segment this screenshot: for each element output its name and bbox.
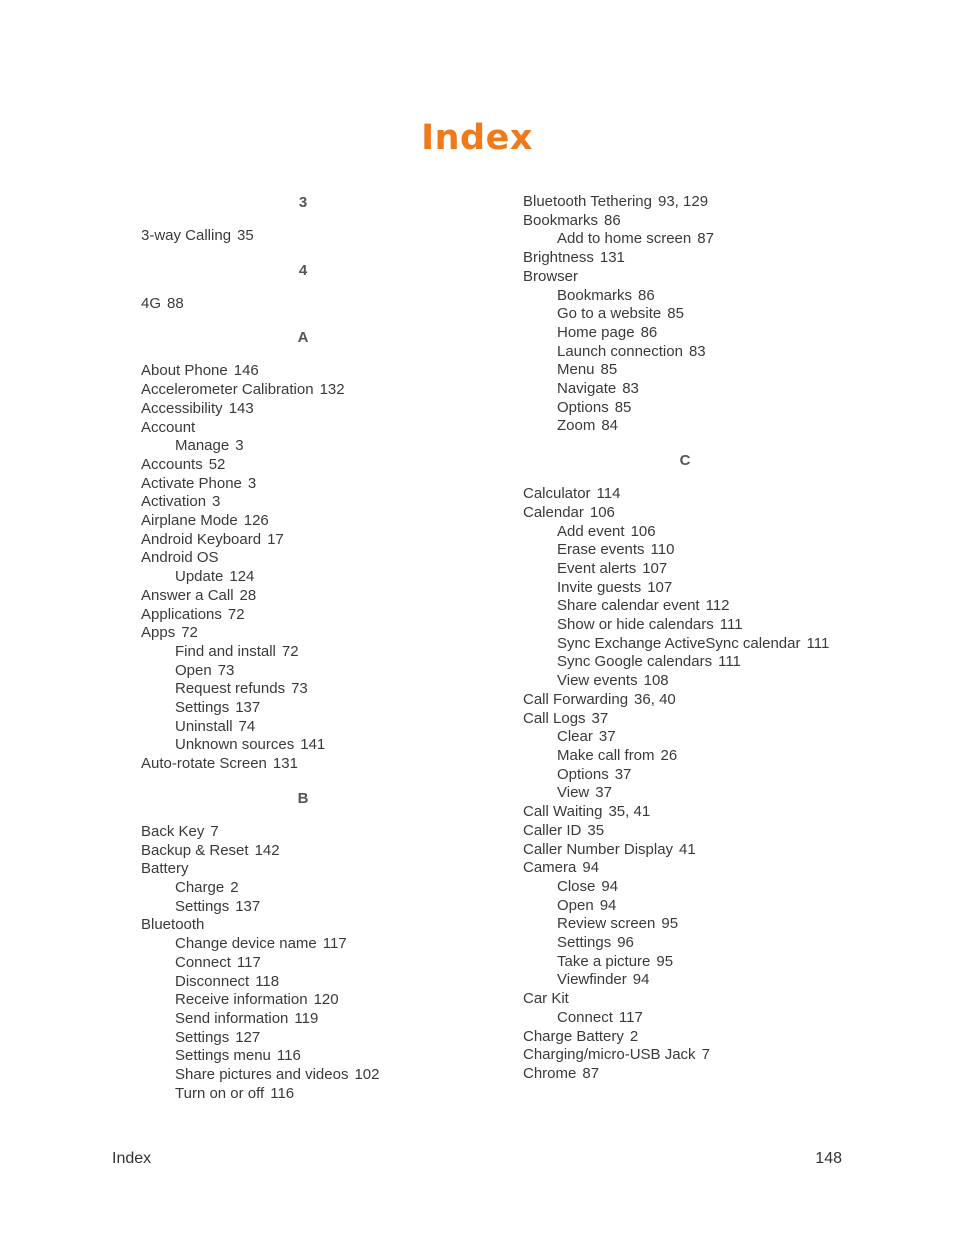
- index-letter-heading: 3: [298, 194, 308, 211]
- index-term: Brightness: [523, 249, 594, 267]
- index-term: Update: [175, 568, 224, 586]
- index-entry: [141, 295, 471, 314]
- index-subentry: [141, 643, 471, 662]
- index-term: Receive information: [175, 991, 308, 1009]
- index-subentry: [141, 680, 471, 699]
- index-subentry: [523, 560, 863, 579]
- index-page-ref[interactable]: 3: [247, 474, 257, 492]
- index-entry: [141, 755, 471, 774]
- index-entry: [523, 803, 863, 822]
- index-page-ref[interactable]: 107: [647, 578, 673, 596]
- index-term: Navigate: [557, 380, 617, 398]
- index-entry: [141, 493, 471, 512]
- index-term: Settings: [175, 1028, 230, 1046]
- index-page-ref[interactable]: 37: [598, 728, 616, 746]
- index-page-ref[interactable]: 37: [595, 784, 612, 802]
- index-subentry: [141, 898, 471, 917]
- section-gap: [523, 436, 863, 451]
- index-term: Calendar: [523, 503, 584, 521]
- index-subentry: [523, 953, 863, 972]
- index-page-ref[interactable]: 37: [614, 765, 632, 783]
- index-page-ref[interactable]: 95: [661, 915, 679, 933]
- index-term: Accessibility: [141, 399, 223, 417]
- index-subentry: [523, 230, 863, 249]
- index-subentry: [141, 1085, 471, 1104]
- index-page-ref[interactable]: 111: [719, 616, 743, 634]
- index-page-ref[interactable]: 126: [243, 512, 269, 530]
- index-subentry: [141, 1066, 471, 1085]
- index-entry: [141, 606, 471, 625]
- index-page-ref[interactable]: 88: [167, 294, 184, 312]
- index-term: Car Kit: [523, 990, 569, 1008]
- index-entry: [141, 624, 471, 643]
- index-page-ref[interactable]: 2: [230, 878, 239, 896]
- index-term: Zoom: [557, 417, 596, 435]
- footer-section-label: Index: [112, 1150, 152, 1167]
- index-entry: [141, 860, 471, 879]
- index-term: Open: [557, 896, 594, 914]
- index-term: Share pictures and videos: [175, 1066, 349, 1084]
- index-page-ref[interactable]: 2: [629, 1027, 639, 1045]
- section-gap: [141, 246, 471, 261]
- index-entry: [141, 419, 471, 438]
- index-term: Share calendar event: [557, 597, 700, 615]
- index-term: Calculator: [523, 485, 591, 503]
- index-entry: [523, 990, 863, 1009]
- index-page-ref[interactable]: 35, 41: [608, 803, 651, 821]
- index-subentry: [523, 399, 863, 418]
- index-term: Connect: [175, 953, 231, 971]
- index-term: Make call from: [557, 746, 655, 764]
- index-page-ref[interactable]: 96: [617, 934, 634, 952]
- index-term: Android Keyboard: [141, 530, 262, 548]
- index-page-ref[interactable]: 72: [227, 605, 245, 623]
- index-entry: [523, 859, 863, 878]
- index-term: Home page: [557, 323, 635, 341]
- index-page-ref[interactable]: 93, 129: [658, 193, 709, 210]
- index-page-ref[interactable]: 116: [276, 1047, 301, 1065]
- index-term: Auto-rotate Screen: [141, 755, 267, 773]
- index-term: Settings: [557, 934, 612, 952]
- index-page-ref[interactable]: 95: [656, 952, 674, 970]
- index-term: Menu: [557, 361, 595, 379]
- index-page-ref[interactable]: 17: [267, 530, 284, 548]
- index-term: Invite guests: [557, 578, 642, 596]
- index-page-ref[interactable]: 137: [235, 699, 261, 717]
- index-term: Activate Phone: [141, 474, 242, 492]
- index-page-ref[interactable]: 86: [638, 286, 655, 304]
- index-term: Chrome: [523, 1064, 577, 1082]
- index-term: Settings: [175, 699, 230, 717]
- section-gap: [141, 313, 471, 328]
- index-page-ref[interactable]: 36, 40: [634, 690, 676, 708]
- index-subentry: [523, 653, 863, 672]
- index-entry: [141, 362, 471, 381]
- index-page-ref[interactable]: 143: [228, 399, 254, 417]
- index-page-ref[interactable]: 73: [217, 661, 235, 679]
- index-entry: [523, 691, 863, 710]
- index-page-ref[interactable]: 110: [650, 541, 675, 559]
- index-term: Charge: [175, 878, 225, 896]
- index-term: Disconnect: [175, 972, 250, 990]
- index-subentry: [523, 287, 863, 306]
- index-subentry: [523, 523, 863, 542]
- index-page-ref[interactable]: 108: [643, 672, 669, 690]
- index-term: Add to home screen: [557, 230, 692, 248]
- index-subentry: [523, 417, 863, 436]
- index-term: Review screen: [557, 915, 656, 933]
- index-term: Change device name: [175, 935, 317, 953]
- index-entry: [523, 485, 863, 504]
- index-page-ref[interactable]: 87: [697, 230, 714, 248]
- index-entry: [141, 823, 471, 842]
- index-term: Settings menu: [175, 1047, 271, 1065]
- index-term: Go to a website: [557, 305, 662, 323]
- index-page-ref[interactable]: 117: [322, 935, 347, 953]
- index-term: Open: [175, 661, 212, 679]
- index-subentry: [523, 305, 863, 324]
- index-page-ref[interactable]: 124: [229, 568, 255, 586]
- page-title: Index: [421, 118, 533, 158]
- index-term: Bluetooth: [141, 916, 205, 934]
- index-page-ref[interactable]: 74: [238, 717, 256, 735]
- index-page-ref[interactable]: 142: [254, 841, 280, 859]
- index-column-right: [523, 193, 863, 1084]
- index-subentry: [523, 766, 863, 785]
- index-term: Turn on or off: [175, 1084, 265, 1102]
- index-subentry: [523, 635, 863, 654]
- index-term: Close: [557, 877, 596, 895]
- index-subentry: [141, 1047, 471, 1066]
- index-page-ref[interactable]: 85: [600, 361, 618, 379]
- index-entry: [523, 193, 863, 212]
- index-term: Accelerometer Calibration: [141, 381, 314, 399]
- index-entry: [141, 400, 471, 419]
- index-subentry: [141, 699, 471, 718]
- index-entry: [523, 212, 863, 231]
- index-subentry: [523, 672, 863, 691]
- index-subentry: [523, 343, 863, 362]
- index-term: Sync Exchange ActiveSync calendar: [557, 634, 801, 652]
- index-subentry: [523, 784, 863, 803]
- index-term: Send information: [175, 1009, 289, 1027]
- index-page-ref[interactable]: 73: [291, 680, 308, 698]
- index-entry: [523, 1046, 863, 1065]
- index-page-ref[interactable]: 102: [354, 1066, 380, 1084]
- index-page-ref[interactable]: 72: [281, 642, 299, 660]
- index-term: Event alerts: [557, 559, 637, 577]
- index-term: 3-way Calling: [141, 227, 232, 244]
- index-page-ref[interactable]: 116: [270, 1084, 295, 1102]
- index-page-ref[interactable]: 132: [319, 381, 345, 399]
- index-entry: [141, 475, 471, 494]
- index-entry: [141, 842, 471, 861]
- index-subentry: [523, 579, 863, 598]
- index-subentry: [523, 324, 863, 343]
- index-term: Account: [141, 418, 196, 436]
- index-page-ref[interactable]: 119: [294, 1009, 319, 1027]
- index-entry: [523, 841, 863, 860]
- index-term: Viewfinder: [557, 971, 627, 989]
- index-term: 4G: [141, 294, 162, 312]
- index-subentry: [523, 747, 863, 766]
- index-term: Airplane Mode: [141, 512, 238, 530]
- index-term: Call Forwarding: [523, 690, 629, 708]
- index-subentry: [141, 1029, 471, 1048]
- index-page-ref[interactable]: 111: [718, 653, 741, 671]
- index-term: Call Logs: [523, 709, 586, 727]
- index-page-ref[interactable]: 52: [208, 455, 226, 473]
- index-term: Call Waiting: [523, 803, 603, 821]
- index-term: Uninstall: [175, 717, 233, 735]
- index-page-ref[interactable]: 3: [235, 437, 244, 455]
- index-page-ref[interactable]: 7: [210, 822, 219, 840]
- index-entry: [141, 916, 471, 935]
- index-subentry: [523, 361, 863, 380]
- index-page-ref[interactable]: 111: [806, 634, 830, 652]
- index-subentry: [141, 991, 471, 1010]
- index-page-ref[interactable]: 84: [601, 417, 619, 435]
- index-term: Manage: [175, 437, 230, 455]
- index-term: Take a picture: [557, 952, 651, 970]
- index-letter-heading: B: [297, 789, 309, 807]
- index-page-ref[interactable]: 26: [660, 746, 678, 764]
- index-page-ref[interactable]: 131: [599, 249, 625, 267]
- index-page-ref[interactable]: 85: [667, 305, 684, 323]
- index-term: Bookmarks: [523, 211, 599, 229]
- index-page-ref[interactable]: 83: [688, 342, 706, 360]
- index-page-ref[interactable]: 107: [642, 559, 668, 577]
- index-entry: [141, 587, 471, 606]
- index-page-ref[interactable]: 3: [212, 493, 221, 511]
- section-gap: [141, 774, 471, 789]
- index-page-ref[interactable]: 114: [596, 485, 621, 503]
- index-term: Settings: [175, 897, 230, 915]
- index-term: Sync Google calendars: [557, 653, 713, 671]
- index-page-ref[interactable]: 35: [587, 821, 605, 839]
- index-term: Caller Number Display: [523, 840, 674, 858]
- index-page-ref[interactable]: 94: [599, 896, 617, 914]
- index-term: View events: [557, 672, 638, 690]
- index-subentry: [523, 897, 863, 916]
- index-page-ref[interactable]: 137: [235, 897, 261, 915]
- index-entry: [523, 504, 863, 523]
- index-subentry: [141, 954, 471, 973]
- index-page-ref[interactable]: 35: [237, 227, 254, 244]
- index-page-ref[interactable]: 87: [582, 1064, 600, 1082]
- index-subentry: [141, 662, 471, 681]
- index-term: Camera: [523, 859, 577, 877]
- index-page-ref[interactable]: 86: [604, 211, 621, 229]
- index-term: Battery: [141, 860, 189, 878]
- index-term: Request refunds: [175, 680, 286, 698]
- index-term: Accounts: [141, 455, 203, 473]
- index-entry: [141, 381, 471, 400]
- index-subentry: [523, 971, 863, 990]
- index-page-ref[interactable]: 41: [679, 840, 696, 858]
- index-subentry: [141, 935, 471, 954]
- index-entry: [523, 268, 863, 287]
- index-page-ref[interactable]: 85: [614, 398, 632, 416]
- index-column-left: [141, 193, 471, 1103]
- index-subentry: [141, 437, 471, 456]
- index-subentry: [523, 728, 863, 747]
- index-subentry: [141, 879, 471, 898]
- index-entry: [141, 512, 471, 531]
- index-page-ref[interactable]: 72: [181, 624, 198, 642]
- index-term: Charge Battery: [523, 1027, 624, 1045]
- index-term: Options: [557, 398, 609, 416]
- index-subentry: [523, 878, 863, 897]
- index-page-ref[interactable]: 106: [630, 522, 656, 540]
- index-term: View: [557, 784, 590, 802]
- index-term: Options: [557, 765, 609, 783]
- footer-page-number: 148: [815, 1150, 842, 1167]
- index-page-ref[interactable]: 146: [233, 362, 259, 380]
- index-term: Launch connection: [557, 342, 683, 360]
- index-term: Activation: [141, 493, 207, 511]
- index-page-ref[interactable]: 37: [591, 709, 609, 727]
- index-subentry: [523, 1009, 863, 1028]
- index-page-ref[interactable]: 94: [601, 877, 619, 895]
- index-page-ref[interactable]: 94: [632, 971, 650, 989]
- index-page-ref[interactable]: 131: [272, 755, 298, 773]
- index-subentry: [523, 597, 863, 616]
- index-page-ref[interactable]: 117: [618, 1008, 643, 1026]
- index-entry: [141, 227, 471, 246]
- index-subentry: [141, 736, 471, 755]
- index-term: Bluetooth Tethering: [523, 193, 652, 210]
- index-entry: [523, 1028, 863, 1047]
- index-entry: [523, 1065, 863, 1084]
- index-entry: [523, 710, 863, 729]
- index-subentry: [523, 616, 863, 635]
- index-term: Android OS: [141, 549, 219, 567]
- index-page-ref[interactable]: 112: [705, 597, 730, 615]
- index-page-ref[interactable]: 127: [235, 1028, 261, 1046]
- index-term: Clear: [557, 728, 593, 746]
- index-term: Backup & Reset: [141, 841, 249, 859]
- index-page-ref[interactable]: 83: [622, 380, 639, 398]
- index-term: About Phone: [141, 362, 228, 380]
- index-page-ref[interactable]: 118: [255, 972, 280, 990]
- index-subentry: [523, 541, 863, 560]
- index-term: Browser: [523, 267, 579, 285]
- index-subentry: [523, 934, 863, 953]
- index-page-ref[interactable]: 117: [236, 953, 261, 971]
- index-page-ref[interactable]: 94: [582, 859, 600, 877]
- index-subentry: [523, 380, 863, 399]
- index-letter-heading: C: [679, 452, 691, 470]
- index-term: Back Key: [141, 822, 205, 840]
- index-term: Charging/micro-USB Jack: [523, 1046, 696, 1064]
- index-subentry: [523, 915, 863, 934]
- index-letter-heading: 4: [298, 261, 308, 279]
- index-subentry: [141, 568, 471, 587]
- index-entry: [523, 249, 863, 268]
- index-term: Caller ID: [523, 821, 582, 839]
- index-page-ref[interactable]: 141: [300, 736, 326, 754]
- index-term: Add event: [557, 522, 625, 540]
- index-page-ref[interactable]: 7: [701, 1046, 710, 1064]
- index-term: Answer a Call: [141, 586, 234, 604]
- index-entry: [141, 531, 471, 550]
- index-entry: [523, 822, 863, 841]
- index-term: Show or hide calendars: [557, 616, 714, 634]
- index-page-ref[interactable]: 28: [239, 586, 257, 604]
- index-term: Erase events: [557, 541, 645, 559]
- index-term: Bookmarks: [557, 286, 633, 304]
- index-term: Find and install: [175, 642, 276, 660]
- index-entry: [141, 456, 471, 475]
- index-term: Apps: [141, 624, 176, 642]
- index-subentry: [141, 718, 471, 737]
- index-term: Connect: [557, 1008, 613, 1026]
- index-subentry: [141, 973, 471, 992]
- index-page-ref[interactable]: 86: [640, 323, 658, 341]
- index-letter-heading: A: [297, 329, 309, 347]
- index-term: Unknown sources: [175, 736, 295, 754]
- index-subentry: [141, 1010, 471, 1029]
- index-term: Applications: [141, 605, 222, 623]
- index-entry: [141, 549, 471, 568]
- index-page-ref[interactable]: 120: [313, 991, 339, 1009]
- index-page-ref[interactable]: 106: [589, 503, 615, 521]
